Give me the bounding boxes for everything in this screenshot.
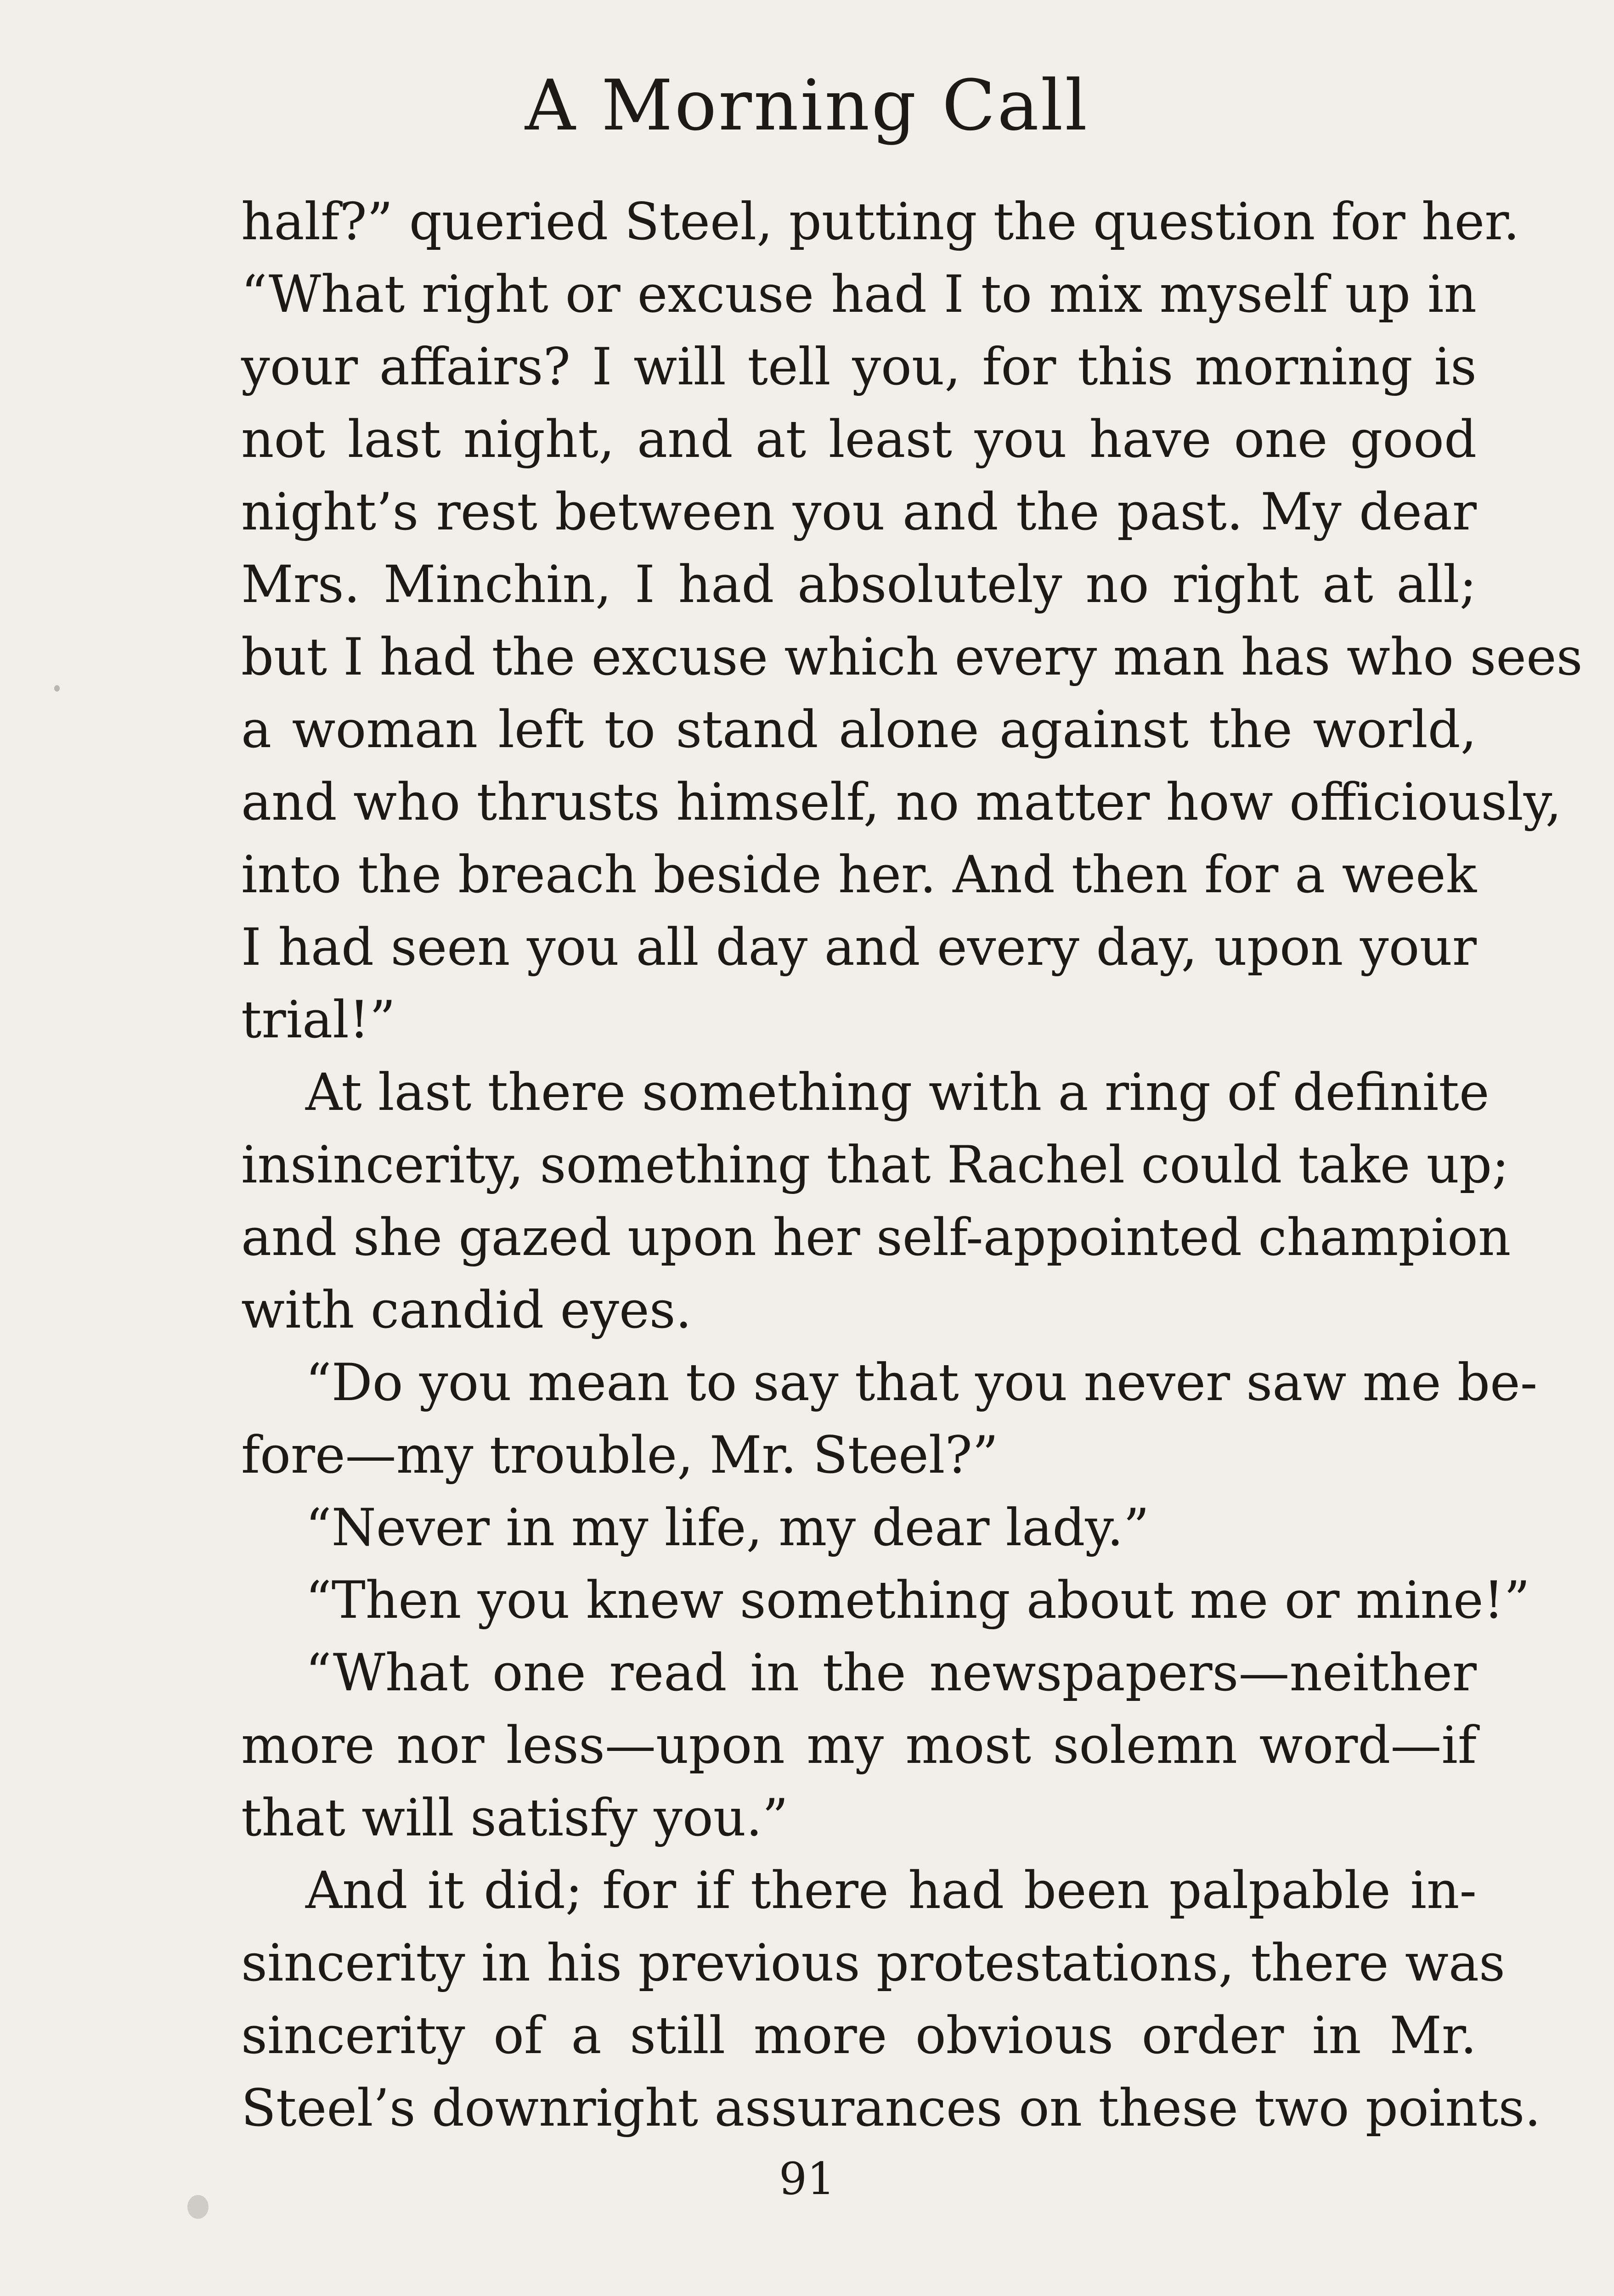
text-line: night’s rest between you and the past. My dear: [241, 483, 1477, 542]
text-line: not last night, and at least you have one good: [241, 410, 1477, 469]
text-line: insincerity, something that Rachel could take up;: [241, 1136, 1509, 1195]
text-line: trial!”: [241, 990, 396, 1050]
text-line: fore—my trouble, Mr. Steel?”: [241, 1426, 999, 1485]
text-line: with candid eyes.: [241, 1281, 692, 1340]
text-line: sincerity of a still more obvious order in Mr.: [241, 2006, 1477, 2065]
text-line: sincerity in his previous protestations, there was: [241, 1934, 1505, 1993]
text-line: and who thrusts himself, no matter how officiously,: [241, 773, 1562, 832]
text-line: into the breach beside her. And then for a week: [241, 845, 1477, 905]
text-line: half?” queried Steel, putting the question for her.: [241, 192, 1520, 252]
body-text: [241, 186, 1583, 2145]
text-line: and she gazed upon her self-appointed champion: [241, 1208, 1511, 1267]
text-line: “What right or excuse had I to mix myself up in: [241, 265, 1477, 324]
paper-speck: [187, 2195, 209, 2219]
text-line: And it did; for if there had been palpable in-: [305, 1861, 1477, 1920]
page-number: 91: [779, 2153, 835, 2205]
text-line: “Never in my life, my dear lady.”: [305, 1498, 1150, 1558]
text-line: but I had the excuse which every man has who sees: [241, 628, 1583, 687]
running-head: A Morning Call: [525, 65, 1089, 146]
text-line: your affairs? I will tell you, for this morning is: [241, 338, 1477, 397]
text-line: Steel’s downright assurances on these two points.: [241, 2079, 1541, 2138]
text-line: a woman left to stand alone against the world,: [241, 700, 1477, 760]
text-line: “What one read in the newspapers—neither: [305, 1643, 1477, 1703]
text-line: I had seen you all day and every day, upon your: [241, 918, 1477, 977]
paper-speck: [54, 685, 60, 692]
text-line: more nor less—upon my most solemn word—if: [241, 1716, 1477, 1775]
text-line: Mrs. Minchin, I had absolutely no right at all;: [241, 555, 1477, 614]
text-line: that will satisfy you.”: [241, 1789, 789, 1848]
text-line: At last there something with a ring of definite: [305, 1063, 1490, 1122]
text-line: “Do you mean to say that you never saw me be-: [305, 1353, 1538, 1412]
text-line: “Then you knew something about me or mine!”: [305, 1571, 1530, 1630]
